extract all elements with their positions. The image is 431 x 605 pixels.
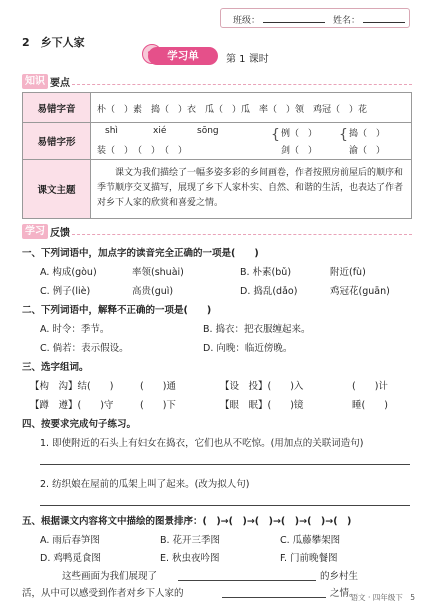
glyph-right-2a: 剑（ ） <box>281 146 318 156</box>
topic-text: 课文为我们描绘了一幅多姿多彩的乡间画卷，作者按照房前屋后的顺序和季节顺序交叉描写，展现了乡下人家朴实、自然、和谐的生活，也表达了作者对乡下人家的欣赏和喜爱之情。 <box>97 168 404 208</box>
study-sheet-badge: 学习单 <box>148 47 218 65</box>
q1-option-d[interactable]: D. 捣乱(dǎo) <box>240 286 298 297</box>
q3-row1-a[interactable]: 【构 沟】结( ) <box>30 381 114 392</box>
q4-item1: 1. 即使附近的石头上有妇女在捣衣，它们也从不吃惊。(用加点的关联词造句) <box>40 438 364 449</box>
q5-para2-end: 之情。 <box>330 588 359 599</box>
feedback-tag: 学习 <box>22 224 48 239</box>
q5-para2: 活，从中可以感受到作者对乡下人家的 <box>22 588 184 599</box>
q1-option-a[interactable]: A. 构成(gòu) <box>40 267 97 278</box>
q3-row2-d[interactable]: 睡( ) <box>352 400 388 411</box>
q2-option-a[interactable]: A. 时令：季节。 <box>40 324 110 335</box>
glyph-right-2b: 渝（ ） <box>349 146 386 156</box>
knowledge-table <box>22 92 412 219</box>
brace-icon: { <box>271 127 280 143</box>
q2-option-c[interactable]: C. 倘若：表示假设。 <box>40 343 129 354</box>
topic-head: 课文主题 <box>23 160 91 219</box>
q3-row1-b[interactable]: ( )通 <box>140 381 176 392</box>
q5-option-e: E. 秋虫夜吟图 <box>160 553 220 564</box>
q5-option-c: C. 瓜藤攀架图 <box>280 535 341 546</box>
q1-option-a2: 率领(shuài) <box>132 267 184 278</box>
q4-answer-line-1[interactable] <box>40 464 410 465</box>
page-footer: 语文 · 四年级下 5 <box>350 593 415 602</box>
lesson-period: 第 1 课时 <box>226 54 269 65</box>
q1-option-b2: 附近(fù) <box>330 267 366 278</box>
q5-para1-end: 的乡村生 <box>320 571 359 582</box>
q3-row1-d[interactable]: ( )计 <box>352 381 388 392</box>
q3-stem: 三、选字组词。 <box>22 362 89 373</box>
glyph-right-1b: 捣（ ） <box>349 129 386 139</box>
lesson-title: 2 乡下人家 <box>22 36 85 49</box>
q4-answer-line-2[interactable] <box>40 505 410 506</box>
pronunciation-head: 易错字音 <box>23 93 91 123</box>
pronunciation-text: 朴（ ）素 捣（ ）衣 瓜（ ）瓜 率（ ）领 鸡冠（ ）花 <box>97 105 368 115</box>
q3-row1-c[interactable]: 【设 投】( )入 <box>220 381 304 392</box>
student-info-box <box>220 8 410 28</box>
feedback-section-tag <box>22 224 70 239</box>
q5-option-d: D. 鸡鸭觅食图 <box>40 553 101 564</box>
q4-item2: 2. 纺织娘在屋前的瓜架上叫了起来。(改为拟人句) <box>40 479 250 490</box>
q5-para1: 这些画面为我们展现了 <box>62 571 158 582</box>
q1-option-b[interactable]: B. 朴素(bǔ) <box>240 267 292 278</box>
q2-option-d[interactable]: D. 向晚：临近傍晚。 <box>203 343 293 354</box>
name-label: 姓名： <box>333 16 361 26</box>
knowledge-label: 要点 <box>50 78 70 89</box>
q3-row2-c[interactable]: 【眼 眠】( )镜 <box>220 400 304 411</box>
q3-row2-a[interactable]: 【蹲 遵】( )守 <box>30 400 114 411</box>
q1-option-c[interactable]: C. 例子(liè) <box>40 286 91 297</box>
glyph-pinyin-2: xié <box>153 126 167 136</box>
class-field[interactable] <box>263 22 325 23</box>
q2-stem: 二、下列词语中，解释不正确的一项是( ) <box>22 305 212 316</box>
q5-stem: 五、根据课文内容将文中描绘的图景排序：( )→( )→( )→( )→( )→( ) <box>22 516 352 527</box>
q5-blank-2[interactable] <box>222 597 326 598</box>
q3-row2-b[interactable]: ( )下 <box>140 400 176 411</box>
feedback-label: 反馈 <box>50 228 70 239</box>
name-field[interactable] <box>363 22 405 23</box>
q5-blank-1[interactable] <box>178 580 316 581</box>
glyph-chars: 装（ ） （ ） （ ） <box>97 146 188 156</box>
glyph-head: 易错字形 <box>23 123 91 160</box>
q1-option-d2: 鸡冠花(guān) <box>330 286 390 297</box>
q5-option-a: A. 雨后春笋图 <box>40 535 100 546</box>
section-divider <box>72 234 412 235</box>
q5-option-b: B. 花开三季图 <box>160 535 221 546</box>
brace-icon: { <box>339 127 348 143</box>
glyph-right-1a: 例（ ） <box>281 129 318 139</box>
q1-option-c2: 高贵(guì) <box>132 286 174 297</box>
q5-option-f: F. 门前晚餐图 <box>280 553 338 564</box>
class-label: 班级： <box>233 16 261 26</box>
section-divider <box>72 84 412 85</box>
q4-stem: 四、按要求完成句子练习。 <box>22 419 137 430</box>
glyph-pinyin-3: sōng <box>197 126 219 136</box>
q2-option-b[interactable]: B. 捣衣：把衣服缠起来。 <box>203 324 311 335</box>
glyph-pinyin-1: shì <box>105 126 118 136</box>
knowledge-section-tag <box>22 74 70 89</box>
q1-stem: 一、下列词语中，加点字的读音完全正确的一项是( ) <box>22 248 259 259</box>
knowledge-tag: 知识 <box>22 74 48 89</box>
